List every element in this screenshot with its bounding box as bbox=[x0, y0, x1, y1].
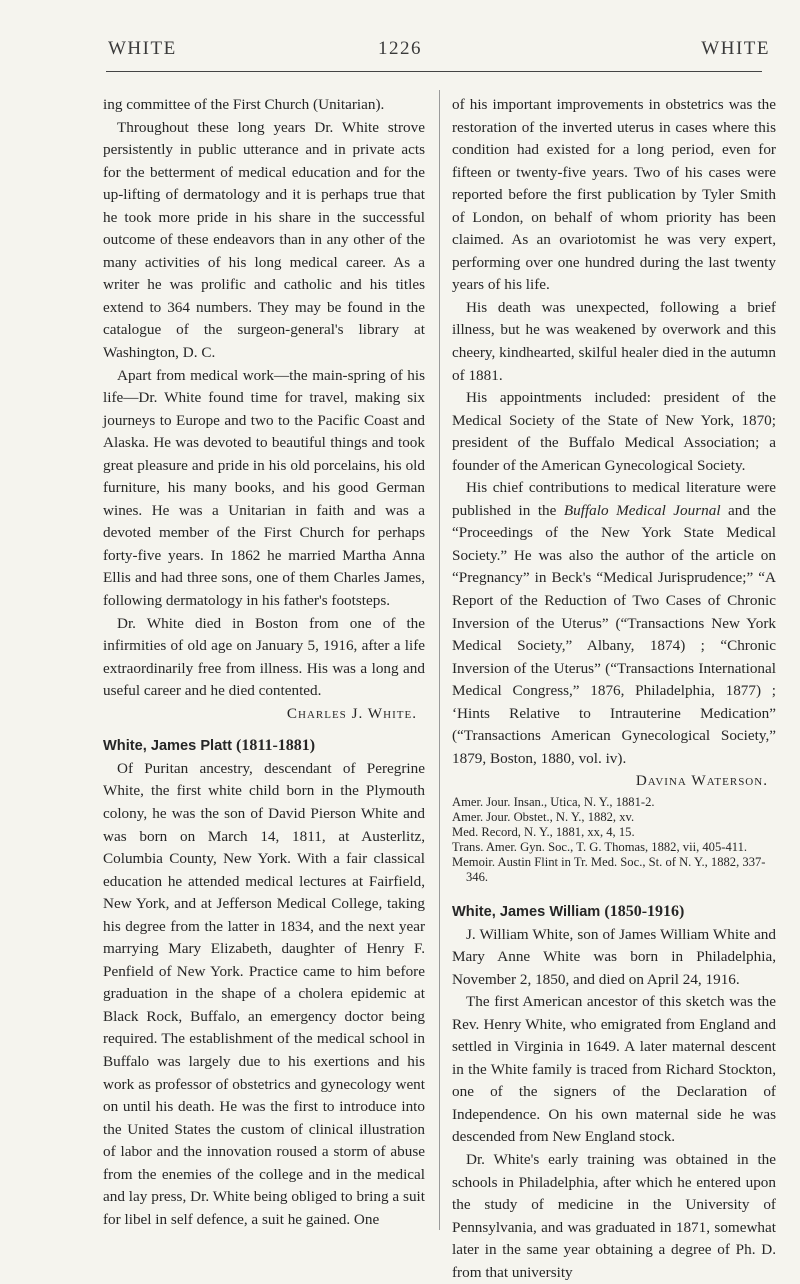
page-number: 1226 bbox=[378, 38, 422, 59]
reference-item: Med. Record, N. Y., 1881, xx, 4, 15. bbox=[452, 824, 635, 839]
reference-item: Amer. Jour. Obstet., N. Y., 1882, xv. bbox=[452, 809, 635, 824]
paragraph: Dr. White died in Boston from one of the infirmities of old age on January 5, 1916, after a life extraordinarily free from illness. His was a long and useful career and he died contented. bbox=[103, 614, 425, 700]
paragraph: His appointments included: president of the Medical Society of the State of New York, 1870; president of the Buffalo Medical Association; a founder of the American Gynecological Society. bbox=[452, 389, 776, 474]
entry-heading bbox=[452, 901, 776, 924]
header-rule bbox=[106, 71, 762, 72]
entry-title: White, James William bbox=[452, 903, 601, 920]
paragraph: Of Puritan ancestry, descendant of Peregrine White, the first white child born in the Plymouth colony, he was the son of David Pierson White and was born on March 14, 1811, at Austerlitz, Columbia County, New York. With a fair classical education he attended medical lectures at Fairfield, New York, and at Jefferson Medical College, taking his degree from the latter in 1834, and the next year marrying Mary Elizabeth, daughter of Henry F. Penfield of New York. Practice came to him before graduation in the shape of a cholera epidemic at Black Rock, Buffalo, an emergency doctor being required. The establishment of the medical school in Buffalo was largely due to his exertions and his work as professor of obstetrics and gynecology went on until his death. He was the first to introduce into the United States the custom of clinical illustration of labor and the innovation roused a storm of abuse from the enemies of the college and in the medical and lay press, Dr. White being obliged to bring a suit for libel in self defence, a suit he gained. One bbox=[103, 759, 425, 1228]
paragraph bbox=[452, 477, 776, 770]
entry-dates: (1850-1916) bbox=[604, 902, 685, 920]
paragraph: Dr. White's early training was obtained in the schools in Philadelphia, after which he entered upon the study of medicine in the University of Pennsylvania, and was graduated in 1871, somewhat later in the same year obtaining a degree of Ph. D. from that university bbox=[452, 1150, 776, 1281]
entry-title: White, James Platt bbox=[103, 738, 232, 755]
entry-heading bbox=[103, 735, 425, 758]
text-run: and the “Proceedings of the New York State Medical Society.” He was also the author of the article on “Pregnancy” in Beck's “Medical Jurisprudence;” “A Report of the Reduction of Two Cases of Chronic Inversion of the Uterus” (“Transactions New York Medical Society,” Albany, 1874) ; “Chronic Inversion of the Uterus” (“Transactions International Medical Congress,” 1876, Philadelphia, 1877) ; ‘Hints Relative to Intrauterine Medication” (“Transactions American Gynecological Society,” 1879, Boston, 1880, vol. iv). bbox=[452, 501, 777, 767]
entry-dates: (1811-1881) bbox=[236, 737, 316, 755]
right-column bbox=[452, 94, 776, 1284]
reference-list bbox=[452, 795, 776, 885]
paragraph: ing committee of the First Church (Unitarian). bbox=[103, 96, 385, 113]
left-column bbox=[103, 94, 425, 1231]
column-divider bbox=[439, 90, 440, 1230]
reference-item: Memoir. Austin Flint in Tr. Med. Soc., St. of N. Y., 1882, 337-346. bbox=[452, 854, 766, 884]
paragraph: Throughout these long years Dr. White strove persistently in public utterance and in private acts for the betterment of medical education and for the up-lifting of dermatology and it is perhaps true that he took more pride in his share in the successful outcome of these endeavors than in any other of the many activities of his long medical career. As a writer he was prolific and catholic and his titles extend to 364 numbers. They may be found in the catalogue of the surgeon-general's library at Washington, D. C. bbox=[103, 118, 425, 362]
paragraph: Apart from medical work—the main-spring of his life—Dr. White found time for travel, making six journeys to Europe and two to the Pacific Coast and Alaska. He was devoted to beautiful things and took great pleasure and pride in his old porcelains, his old furniture, his many books, and his good German wines. He was a Unitarian in faith and was a devoted member of the First Church for perhaps forty-five years. In 1862 he married Martha Anna Ellis and had three sons, one of them Charles James, following dermatology in his father's footsteps. bbox=[103, 366, 425, 610]
author-signature: Davina Waterson. bbox=[635, 772, 768, 790]
paragraph: of his important improvements in obstetrics was the restoration of the inverted uterus in cases where this condition had existed for a long period, even for fifteen or twenty-five years. Two of his cases were reported before the first publication by Tyler Smith of London, on behalf of whom priority has been claimed. As an ovariotomist he was very expert, performing over one hundred during the last twenty years of his life. bbox=[452, 96, 776, 294]
running-head-right: WHITE bbox=[701, 38, 770, 59]
reference-item: Amer. Jour. Insan., Utica, N. Y., 1881-2. bbox=[452, 794, 655, 809]
paragraph: J. William White, son of James William White and Mary Anne White was born in Philadelphia, November 2, 1850, and died on April 24, 1916. bbox=[452, 925, 776, 988]
page-header bbox=[0, 0, 800, 74]
running-head-left: WHITE bbox=[108, 38, 177, 59]
author-signature: Charles J. White. bbox=[286, 704, 417, 722]
journal-title: Buffalo Medical Journal bbox=[563, 501, 721, 519]
paragraph: The first American ancestor of this sketch was the Rev. Henry White, who emigrated from England and settled in Virginia in 1649. A later maternal descent in the White family is traced from Richard Stockton, one of the signers of the Declaration of Independence. On his own maternal side he was descended from New England stock. bbox=[452, 993, 776, 1146]
reference-item: Trans. Amer. Gyn. Soc., T. G. Thomas, 1882, vii, 405-411. bbox=[452, 839, 748, 854]
paragraph: His death was unexpected, following a brief illness, but he was weakened by overwork and this cheery, kindhearted, skilful healer died in the autumn of 1881. bbox=[452, 298, 776, 384]
text-run: His chief contributions to medical literature were published in the bbox=[452, 479, 776, 519]
